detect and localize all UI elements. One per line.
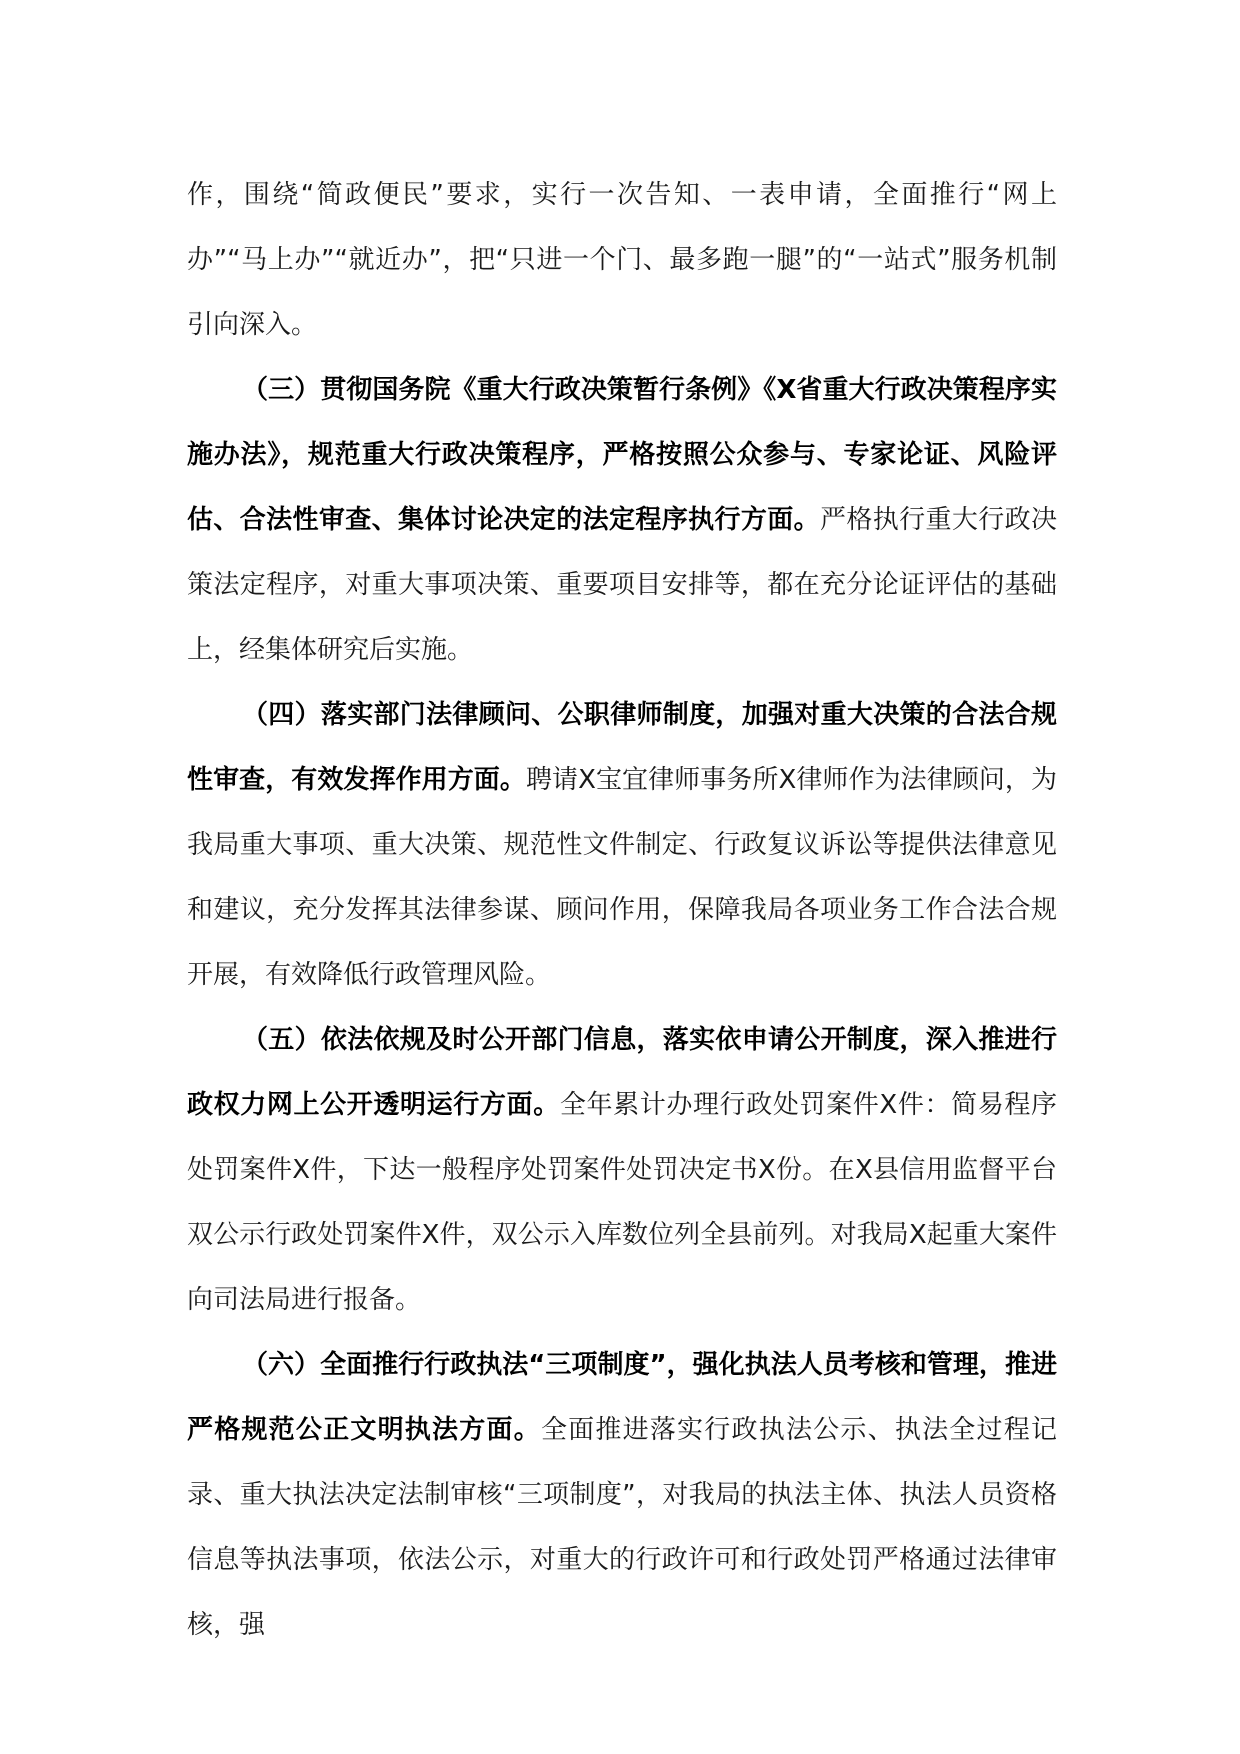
section-heading: （三）贯彻国务院《重大行政决策暂行条例》《X省重大行政决策程序实施办法》，规范重大行政决策程序，严格按照公众参与、专家论证、风险评估、合法性审查、集体讨论决定的法定程序执行方面。 [187, 375, 1057, 535]
paragraph-section-3 [187, 358, 1057, 683]
paragraph-body: 全面推进落实行政执法公示、执法全过程记录、重大执法决定法制审核“三项制度”，对我局的执法主体、执法人员资格信息等执法事项，依法公示，对重大的行政许可和行政处罚严格通过法律审核，强 [187, 1415, 1057, 1640]
paragraph-body: 严格执行重大行政决策法定程序，对重大事项决策、重要项目安排等，都在充分论证评估的基础上，经集体研究后实施。 [187, 505, 1057, 665]
document-body [187, 163, 1057, 1658]
paragraph-body: 全年累计办理行政处罚案件X件：简易程序处罚案件X件，下达一般程序处罚案件处罚决定书X份。在X县信用监督平台双公示行政处罚案件X件，双公示入库数位列全县前列。对我局X起重大案件向司法局进行报备。 [187, 1090, 1057, 1315]
section-heading: （五）依法依规及时公开部门信息，落实依申请公开制度，深入推进行政权力网上公开透明运行方面。 [187, 1025, 1057, 1120]
paragraph-section-4 [187, 683, 1057, 1008]
section-heading: （六）全面推行行政执法“三项制度”，强化执法人员考核和管理，推进严格规范公正文明执法方面。 [187, 1350, 1057, 1445]
paragraph-body: 聘请X宝宜律师事务所X律师作为法律顾问，为我局重大事项、重大决策、规范性文件制定、行政复议诉讼等提供法律意见和建议，充分发挥其法律参谋、顾问作用，保障我局各项业务工作合法合规开展，有效降低行政管理风险。 [187, 765, 1057, 990]
paragraph-section-5 [187, 1008, 1057, 1333]
section-heading: （四）落实部门法律顾问、公职律师制度，加强对重大决策的合法合规性审查，有效发挥作用方面。 [187, 700, 1057, 795]
paragraph-section-6 [187, 1333, 1057, 1658]
paragraph-continuation [187, 163, 1057, 358]
paragraph-body: 作，围绕“简政便民”要求，实行一次告知、一表申请，全面推行“网上办”“马上办”“就近办”，把“只进一个门、最多跑一腿”的“一站式”服务机制引向深入。 [187, 180, 1057, 340]
